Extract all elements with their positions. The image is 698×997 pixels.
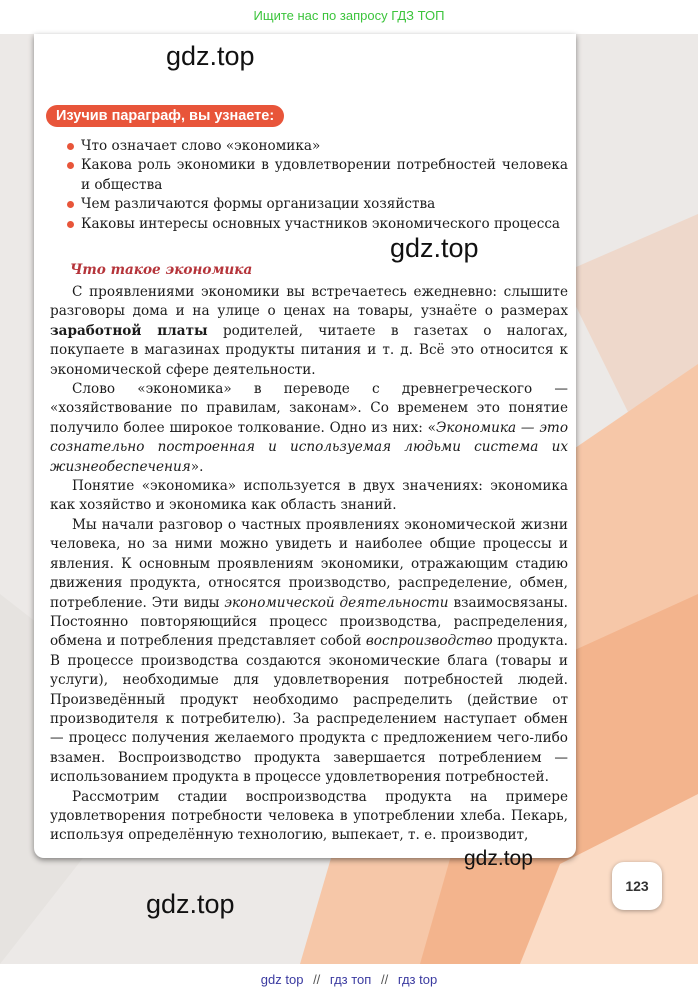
- list-item: Какова роль экономики в удовлетворении потребностей человека и общества: [66, 156, 568, 195]
- paragraph: Рассмотрим стадии воспроизводства продукта на примере удовлетворения потребности человека в употреблении хлеба. Пекарь, используя определённую технологию, выпекает, т. е. производит,: [50, 788, 568, 844]
- paragraph: Мы начали разговор о частных проявлениях экономической жизни человека, но за ними можно увидеть и наиболее общие процессы и явления. К основным проявлениям экономики, отражающим стадию движения продукта, относятся производство, распределение, обмен, потребление. Эти виды экономической деятельности взаимосвязаны. Постоянно повторяющийся процесс производства, распределения, обмена и потребления представляет собой воспроизводство продукта. В процессе производства создаются экономические блага (товары и услуги), необходимые для удовлетворения потребностей людей. Произведённый продукт необходимо распределить (действие от производителя к потребителю). За распределением наступает обмен — процесс получения желаемого продукта с предложением чего-либо взамен. Воспроизводство продукта завершается потреблением — использованием продукта в процессе удовлетворения потребностей.: [50, 516, 569, 786]
- link-separator: //: [380, 972, 389, 987]
- bottom-link[interactable]: гдз top: [397, 972, 438, 987]
- paragraph: Слово «экономика» в переводе с древнегреческого — «хозяйствование по правилам, законам». Со временем это понятие получило более широкое толкование. Одно из них: «Экономика — это сознательно построенная и используемая людьми система их жизнеобеспечения».: [50, 381, 569, 475]
- list-item: Каковы интересы основных участников экономического процесса: [66, 215, 568, 234]
- bottom-link[interactable]: gdz top: [260, 972, 304, 987]
- section-header: Изучив параграф, вы узнаете:: [46, 105, 284, 127]
- body-text: [50, 283, 568, 846]
- term-italic: воспроизводство: [365, 633, 493, 650]
- watermark: gdz.top: [464, 847, 533, 870]
- paragraph: С проявлениями экономики вы встречаетесь ежедневно: слышите разговоры дома и на улице о ценах на товары, узнаёте о размерах заработной платы родителей, читаете в газетах о налогах, покупаете в магазинах продукты питания и т. д. Всё это относится к экономической сфере деятельности.: [50, 284, 569, 378]
- list-item: Что означает слово «экономика»: [66, 137, 568, 156]
- paragraph: Понятие «экономика» используется в двух значениях: экономика как хозяйство и экономика как область знаний.: [50, 478, 568, 514]
- term-bold: заработной платы: [50, 322, 208, 339]
- link-separator: //: [313, 972, 321, 987]
- watermark: gdz.top: [166, 41, 255, 71]
- watermark: gdz.top: [390, 233, 479, 263]
- learning-goals-list: [66, 137, 568, 234]
- term-italic: экономической деятельности: [224, 594, 449, 611]
- page-number: 123: [612, 862, 662, 910]
- top-banner: [0, 0, 698, 34]
- definition-italic: Экономика — это сознательно построенная и используемая людьми система их жизнеобеспечения: [50, 419, 569, 475]
- top-banner-text: Ищите нас по запросу ГДЗ ТОП: [253, 8, 445, 23]
- list-item: Чем различаются формы организации хозяйства: [66, 195, 568, 214]
- bottom-link[interactable]: гдз топ: [329, 972, 372, 987]
- subheading: Что такое экономика: [70, 262, 253, 278]
- watermark: gdz.top: [146, 889, 235, 919]
- bottom-links-bar: [0, 964, 698, 997]
